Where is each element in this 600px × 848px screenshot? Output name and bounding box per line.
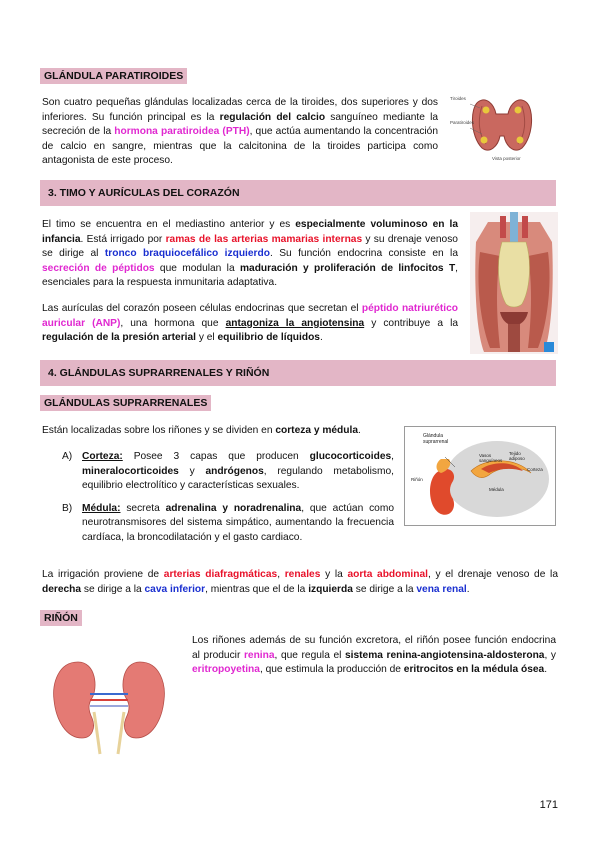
fig-label-tejido: Tejido (509, 451, 521, 456)
section-heading-paratiroides: GLÁNDULA PARATIROIDES (40, 68, 187, 84)
page-number: 171 (539, 799, 558, 811)
paragraph-paratiroides: Son cuatro pequeñas glándulas localizadas cerca de la tiroides, dos superiores y dos inferiores. Su función principal es la regulación del calcio sanguíneo mediante la secreción de la hormona paratiroidea (PTH), que actúa aumentando la concentración de calcio en sangre, mientras que la calcitonina de la tiroides participa como antagonista de este proceso. (42, 97, 439, 167)
adrenal-illustration (404, 426, 556, 526)
section-band-timo: 3. TIMO Y AURÍCULAS DEL CORAZÓN (40, 180, 556, 206)
list-suprarrenales (62, 450, 394, 554)
thyroid-illustration (448, 84, 556, 164)
fig-label-suprarrenal: suprarrenal (423, 439, 449, 445)
paragraph-irrigacion: La irrigación proviene de arterias diafragmáticas, renales y la aorta abdominal, y el drenaje venoso de la derecha se dirige a la cava inferior, mientras que el de la izquierda se dirige a la vena renal. (42, 569, 558, 595)
paragraph-rinon: Los riñones además de su función excretora, el riñón posee función endocrina al producir renina, que regula el sistema renina-angiotensina-aldosterona, y eritropoyetina, que estimula la producción de eritrocitos en la médula ósea. (192, 635, 556, 676)
section-band-suprarrenales: 4. GLÁNDULAS SUPRARRENALES Y RIÑÓN (40, 360, 556, 386)
thymus-illustration (470, 212, 558, 354)
paragraph-auriculas: Las aurículas del corazón poseen células endocrinas que secretan el péptido natriurético auricular (ANP), una hormona que antagoniza la angiotensina y contribuye a la regulación de la presión arterial y el equilibrio de líquidos. (42, 303, 459, 344)
section-heading-rinon: RIÑÓN (40, 610, 82, 626)
section-heading-suprarrenales: GLÁNDULAS SUPRARRENALES (40, 395, 211, 411)
fig-label-medula: Médula (489, 487, 504, 492)
kidney-illustration (44, 654, 174, 756)
paragraph-timo: El timo se encuentra en el mediastino anterior y es especialmente voluminoso en la infancia. Está irrigado por ramas de las arterias mamarias internas y su drenaje venoso se dirige al tronco braquiocefálico izquierdo. Su función endocrina consiste en la secreción de péptidos que modulan la maduración y proliferación de linfocitos T, esenciales para la respuesta inmunitaria adaptativa. (42, 219, 459, 289)
list-item-corteza: A) Corteza: Posee 3 capas que producen glucocorticoides, mineralocorticoides y andrógenos, regulando metabolismo, equilibrio electrolítico y características sexuales. (62, 451, 394, 492)
fig-label-vista: Vista posterior (492, 156, 521, 161)
fig-label-vasos: Vasos (479, 453, 492, 458)
fig-label-rinon: Riñón (411, 477, 423, 482)
fig-label-glandula: Glándula (423, 433, 444, 439)
fig-label-corteza: Corteza (527, 467, 543, 472)
paragraph-suprarrenales-intro: Están localizadas sobre los riñones y se dividen en corteza y médula. (42, 425, 361, 436)
fig-label-adiposo: adiposo (509, 456, 525, 461)
fig-label-paratiroides: Paratiroides (450, 120, 475, 125)
fig-label-tiroides: Tiroides (450, 96, 466, 101)
fig-label-sanguineos: sanguíneos (479, 458, 503, 463)
list-item-medula: B) Médula: secreta adrenalina y noradrenalina, que actúan como neurotransmisores del sistema simpático, aumentando la frecuencia cardíaca, la broncodilatación y el gasto cardiaco. (62, 502, 394, 543)
